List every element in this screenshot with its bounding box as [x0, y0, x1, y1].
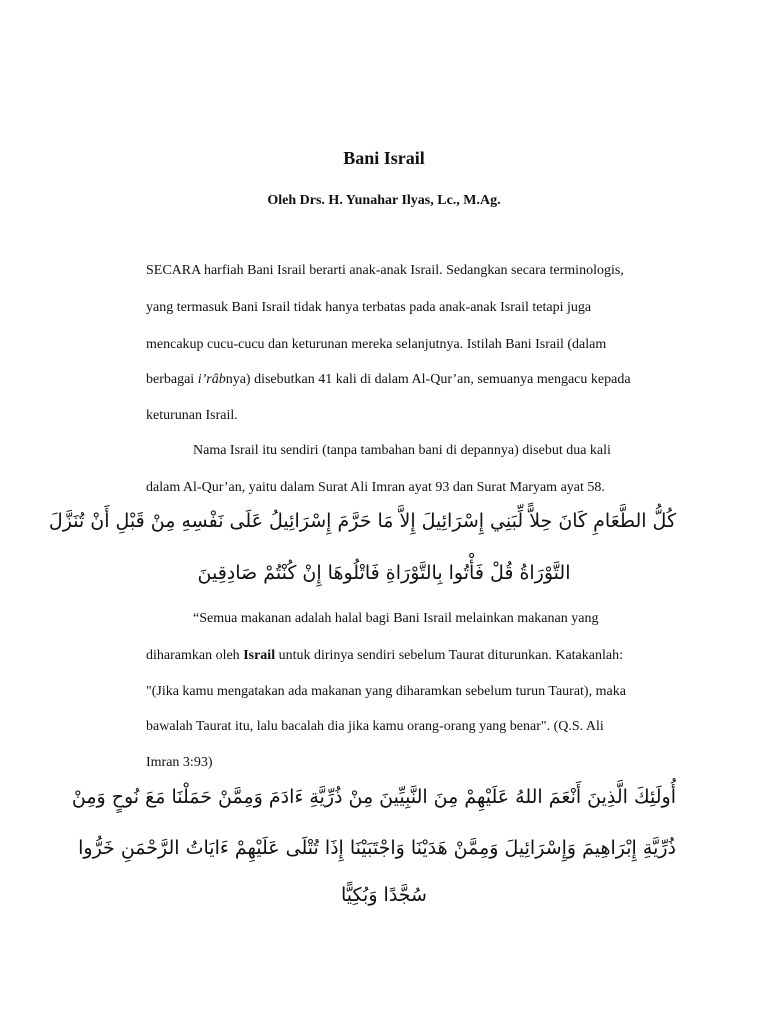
document-title: Bani Israil	[343, 148, 425, 168]
arabic-verse-line: أُولَئِكَ الَّذِينَ أَنْعَمَ اللهُ عَلَيْهِمْ مِنَ النَّبِيِّينَ مِنْ ذُرِّيَّةِ ءَادَمَ وَمِمَّنْ حَمَلْنَا مَعَ نُوحٍ وَمِنْ	[71, 786, 676, 808]
text-line: mencakup cucu-cucu dan keturunan mereka selanjutnya. Istilah Bani Israil (dalam	[146, 337, 607, 352]
italic-term: i’râb	[197, 372, 226, 387]
text-span: berbagai	[146, 372, 198, 387]
arabic-verse-line: سُجَّدًا وَبُكِيًّا	[341, 884, 427, 906]
text-line: Nama Israil itu sendiri (tanpa tambahan bani di depannya) disebut dua kali	[193, 443, 611, 458]
author-line: Oleh Drs. H. Yunahar Ilyas, Lc., M.Ag.	[267, 193, 501, 208]
text-span: untuk dirinya sendiri sebelum Taurat diturunkan. Katakanlah:	[275, 648, 623, 663]
text-line: yang termasuk Bani Israil tidak hanya terbatas pada anak-anak Israil tetapi juga	[146, 300, 592, 315]
text-line: bawalah Taurat itu, lalu bacalah dia jika kamu orang-orang yang benar". (Q.S. Ali	[146, 719, 604, 734]
text-line	[146, 372, 631, 388]
arabic-verse-line: ذُرِّيَّةِ إِبْرَاهِيمَ وَإِسْرَائِيلَ وَمِمَّنْ هَدَيْنَا وَاجْتَبَيْنَا إِذَا تُتْلَى عَلَيْهِمْ ءَايَاتُ الرَّحْمَنِ خَرُّوا	[78, 837, 676, 859]
text-line: SECARA harfiah Bani Israil berarti anak-anak Israil. Sedangkan secara terminologis,	[146, 263, 624, 278]
text-line: “Semua makanan adalah halal bagi Bani Israil melainkan makanan yang	[193, 611, 599, 626]
text-line: dalam Al-Qur’an, yaitu dalam Surat Ali Imran ayat 93 dan Surat Maryam ayat 58.	[146, 480, 605, 495]
arabic-verse-line: التَّوْرَاةُ قُلْ فَأْتُوا بِالتَّوْرَاةِ فَاتْلُوهَا إِنْ كُنْتُمْ صَادِقِينَ	[197, 562, 571, 584]
arabic-verse-line: كُلُّ الطَّعَامِ كَانَ حِلاًّ لِّبَنِي إِسْرَائِيلَ إِلاَّ مَا حَرَّمَ إِسْرَائِيلُ عَلَى نَفْسِهِ مِنْ قَبْلِ أَنْ تُنَزَّلَ	[48, 510, 676, 532]
bold-term: Israil	[243, 648, 276, 663]
text-line	[146, 648, 623, 664]
text-line: keturunan Israil.	[146, 408, 238, 423]
text-span: diharamkan oleh	[146, 648, 244, 663]
text-line: Imran 3:93)	[146, 755, 213, 770]
text-line: "(Jika kamu mengatakan ada makanan yang diharamkan sebelum turun Taurat), maka	[146, 684, 626, 699]
text-span: nya) disebutkan 41 kali di dalam Al-Qur’an, semuanya mengacu kepada	[225, 372, 631, 387]
